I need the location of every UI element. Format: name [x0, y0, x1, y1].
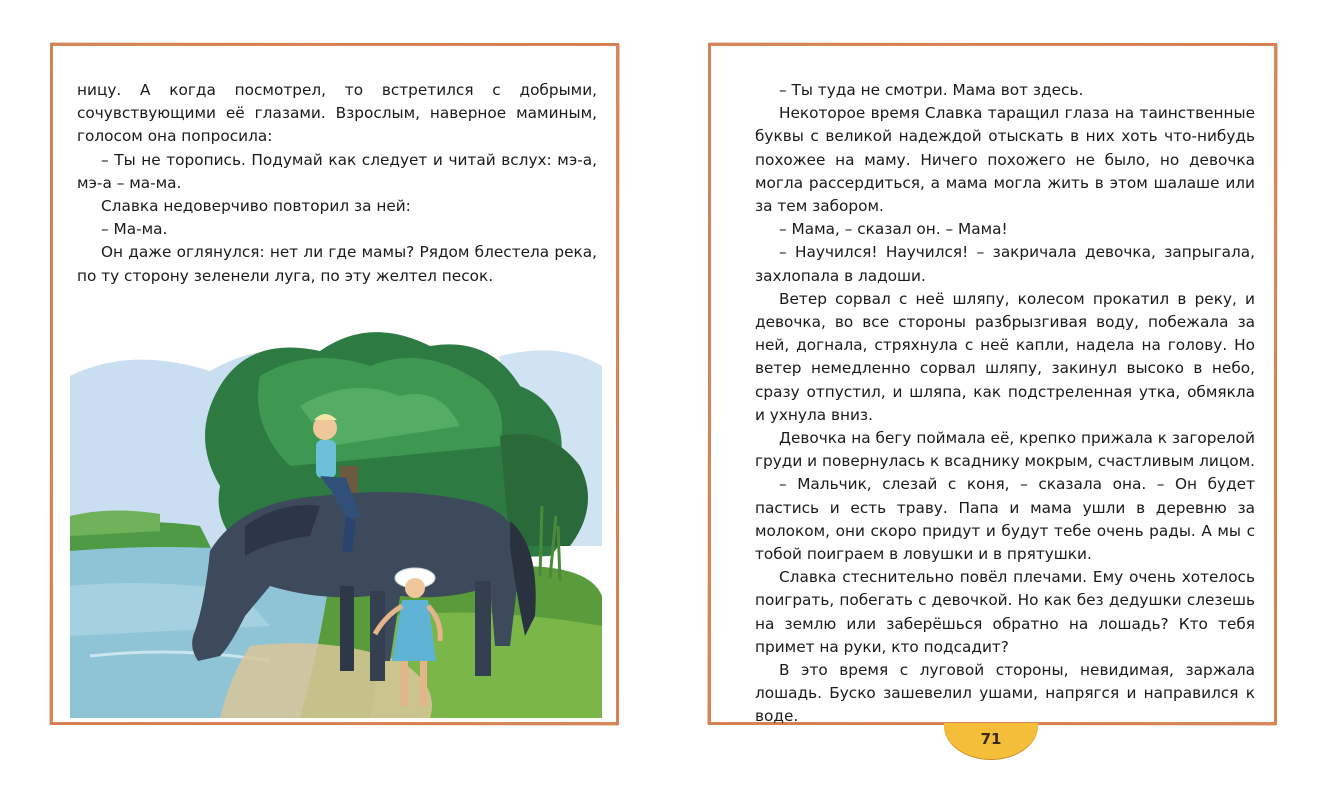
paragraph: – Ма-ма.: [101, 220, 168, 239]
right-page-text: [755, 79, 1255, 729]
paragraph: В это время с луговой стороны, невидимая, заржала лошадь. Буско зашевелил ушами, напрягся и направился к воде.: [755, 661, 1255, 726]
paragraph: Славка недоверчиво повторил за ней:: [101, 197, 411, 216]
paragraph: – Мальчик, слезай с коня, – сказала она. – Он будет пастись и есть траву. Папа и мама ушли в деревню за молоком, они скоро придут и будут тебе очень рады. А мы с тобой поиграем в ловушки и в прятушки.: [755, 475, 1255, 564]
illustration-boy-on-horse: [70, 316, 602, 718]
paragraph: Он даже оглянулся: нет ли где мамы? Рядом блестела река, по ту сторону зеленели луга, по эту желтел песок.: [77, 243, 597, 285]
paragraph: – Мама, – сказал он. – Мама!: [779, 220, 1008, 239]
paragraph: Некоторое время Славка таращил глаза на таинственные буквы с великой надеждой отыскать в них хоть что-нибудь похожее на маму. Ничего похожего не было, но девочка могла рассердиться, а мама могла жить в этом шалаше или за тем забором.: [755, 104, 1255, 216]
left-page-text: [77, 79, 597, 288]
paragraph: Славка стеснительно повёл плечами. Ему очень хотелось поиграть, побегать с девочкой. Но как без дедушки слезешь на землю или заберёшься обратно на лошадь? Кто тебя примет на руки, кто подсадит?: [755, 568, 1255, 656]
page-number-badge: [944, 723, 1038, 759]
paragraph: ницу. А когда посмотрел, то встретился с добрыми, сочувствующими её глазами. Взрослым, наверное маминым, голосом она попросила:: [77, 81, 597, 146]
paragraph: – Ты туда не смотри. Мама вот здесь.: [779, 81, 1084, 99]
paragraph: Девочка на бегу поймала её, крепко прижала к загорелой груди и повернулась к всаднику мокрым, счастливым лицом.: [755, 429, 1255, 471]
page-number: 71: [980, 730, 1002, 748]
paragraph: – Научился! Научился! – закричала девочка, запрыгала, захлопала в ладоши.: [755, 243, 1255, 285]
paragraph: Ветер сорвал с неё шляпу, колесом прокатил в реку, и девочка, во все стороны разбрызгивая воду, побежала за ней, догнала, стряхнула с неё капли, надела на голову. Но ветер немедленно сорвал шляпу, закинул высоко в небо, сразу отпустил, и шляпа, как подстреленная утка, обмякла и ухнула вниз.: [755, 289, 1255, 424]
left-page: [50, 43, 619, 725]
paragraph: – Ты не торопись. Подумай как следует и читай вслух: мэ-а, мэ-а – ма-ма.: [77, 150, 597, 192]
right-page: [708, 43, 1277, 725]
